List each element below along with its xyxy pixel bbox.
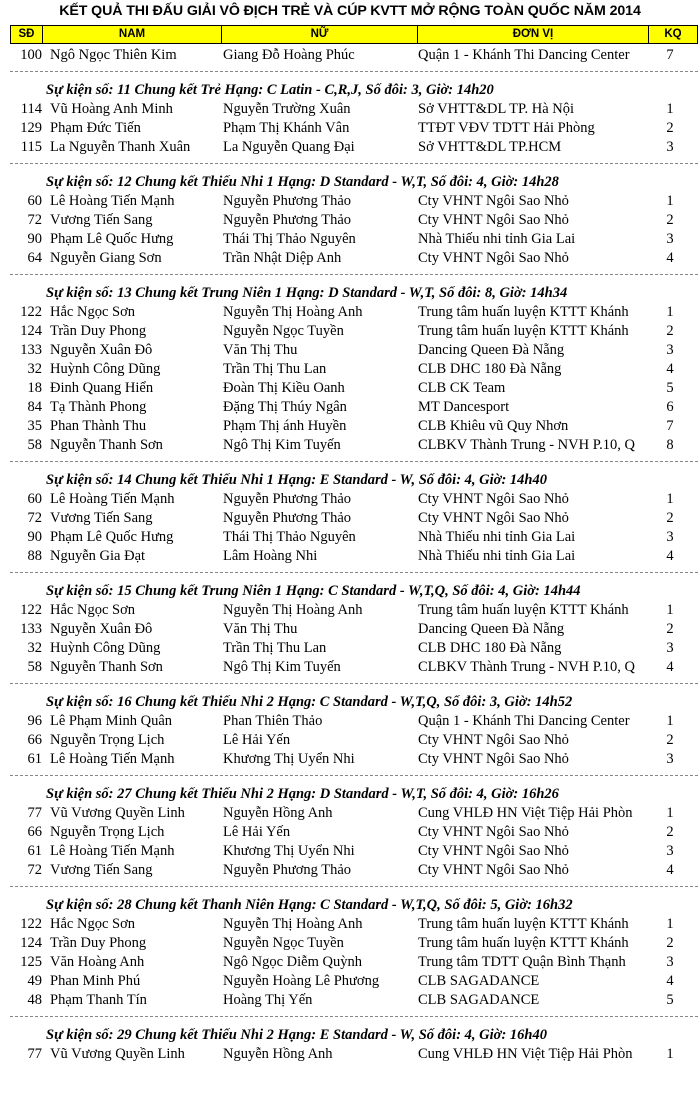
cell-nam: Tạ Thành Phong (50, 399, 147, 415)
cell-kq: 2 (666, 120, 674, 136)
header-donvi: ĐƠN VỊ (418, 26, 649, 43)
cell-kq: 4 (666, 659, 674, 675)
cell-nam: Nguyễn Thanh Sơn (50, 437, 163, 453)
cell-nam: Trần Duy Phong (50, 323, 147, 339)
table-row (10, 547, 698, 565)
header-nam: NAM (43, 26, 222, 43)
cell-donvi: Trung tâm huấn luyện KTTT Khánh (418, 602, 629, 618)
cell-nam: Nguyễn Giang Sơn (50, 250, 162, 266)
cell-kq: 3 (666, 139, 674, 155)
cell-sd: 61 (27, 843, 42, 859)
cell-sd: 60 (27, 491, 42, 507)
table-row (10, 490, 698, 508)
cell-sd: 61 (27, 751, 42, 767)
cell-donvi: Trung tâm TDTT Quận Bình Thạnh (418, 954, 626, 970)
cell-nu: Hoàng Thị Yến (223, 992, 313, 1008)
cell-kq: 1 (666, 101, 674, 117)
cell-kq: 3 (666, 843, 674, 859)
cell-nam: Vũ Vương Quyền Linh (50, 1046, 185, 1062)
cell-nam: Vương Tiến Sang (50, 862, 153, 878)
cell-nam: Lê Hoàng Tiến Mạnh (50, 193, 175, 209)
cell-sd: 32 (27, 640, 42, 656)
cell-nam: Vũ Hoàng Anh Minh (50, 101, 173, 117)
cell-nu: Nguyễn Hồng Anh (223, 1046, 333, 1062)
cell-donvi: Cty VHNT Ngôi Sao Nhỏ (418, 751, 569, 767)
table-header (10, 25, 698, 44)
cell-sd: 124 (20, 323, 42, 339)
cell-nu: La Nguyễn Quang Đại (223, 139, 355, 155)
cell-nam: Văn Hoàng Anh (50, 954, 145, 970)
cell-sd: 122 (20, 602, 42, 618)
cell-kq: 1 (666, 193, 674, 209)
cell-nam: Phan Minh Phú (50, 973, 141, 989)
cell-donvi: Trung tâm huấn luyện KTTT Khánh (418, 916, 629, 932)
cell-donvi: Cty VHNT Ngôi Sao Nhỏ (418, 193, 569, 209)
cell-kq: 2 (666, 323, 674, 339)
cell-nam: Hắc Ngọc Sơn (50, 916, 135, 932)
cell-donvi: CLB CK Team (418, 380, 506, 396)
section-divider (10, 572, 698, 573)
section-divider (10, 775, 698, 776)
cell-nam: Phạm Lê Quốc Hưng (50, 529, 174, 545)
table-row (10, 360, 698, 378)
cell-sd: 72 (27, 212, 42, 228)
cell-nu: Văn Thị Thu (223, 621, 298, 637)
cell-nam: Phạm Thanh Tín (50, 992, 147, 1008)
cell-nu: Nguyễn Hoàng Lê Phương (223, 973, 380, 989)
section-divider (10, 71, 698, 72)
cell-sd: 84 (27, 399, 42, 415)
cell-nu: Thái Thị Thảo Nguyên (223, 529, 356, 545)
table-row (10, 1045, 698, 1063)
table-row (10, 528, 698, 546)
cell-kq: 2 (666, 621, 674, 637)
cell-kq: 2 (666, 935, 674, 951)
table-row (10, 398, 698, 416)
event-heading: Sự kiện số: 29 Chung kết Thiếu Nhi 2 Hạng: E Standard - W, Số đôi: 4, Giờ: 16h40 (46, 1027, 547, 1043)
cell-donvi: CLB SAGADANCE (418, 992, 540, 1008)
cell-kq: 2 (666, 510, 674, 526)
event-heading: Sự kiện số: 27 Chung kết Thiếu Nhi 2 Hạng: D Standard - W,T, Số đôi: 4, Giờ: 16h26 (46, 786, 559, 802)
cell-kq: 3 (666, 640, 674, 656)
table-row (10, 138, 698, 156)
cell-nu: Nguyễn Hồng Anh (223, 805, 333, 821)
cell-nu: Nguyễn Ngọc Tuyền (223, 323, 344, 339)
cell-donvi: Sở VHTT&DL TP. Hà Nội (418, 101, 575, 117)
table-row (10, 192, 698, 210)
cell-donvi: Trung tâm huấn luyện KTTT Khánh (418, 323, 629, 339)
cell-kq: 1 (666, 916, 674, 932)
cell-nu: Đoàn Thị Kiều Oanh (223, 380, 345, 396)
cell-nu: Nguyễn Phương Thảo (223, 491, 352, 507)
cell-sd: 58 (27, 659, 42, 675)
cell-sd: 90 (27, 231, 42, 247)
cell-nam: Nguyễn Xuân Đô (50, 621, 153, 637)
cell-nu: Phạm Thị ánh Huyền (223, 418, 347, 434)
table-row (10, 953, 698, 971)
cell-sd: 122 (20, 916, 42, 932)
cell-donvi: Cty VHNT Ngôi Sao Nhỏ (418, 510, 569, 526)
cell-sd: 96 (27, 713, 42, 729)
cell-donvi: Trung tâm huấn luyện KTTT Khánh (418, 935, 629, 951)
table-row (10, 620, 698, 638)
cell-kq: 1 (666, 805, 674, 821)
cell-nu: Khương Thị Uyển Nhi (223, 843, 355, 859)
table-row (10, 379, 698, 397)
cell-nu: Lâm Hoàng Nhi (223, 548, 318, 564)
cell-nu: Nguyễn Phương Thảo (223, 193, 352, 209)
cell-kq: 3 (666, 342, 674, 358)
table-row (10, 100, 698, 118)
cell-nu: Trần Thị Thu Lan (223, 640, 327, 656)
cell-sd: 66 (27, 824, 42, 840)
cell-donvi: Cty VHNT Ngôi Sao Nhỏ (418, 843, 569, 859)
cell-kq: 5 (666, 992, 674, 1008)
section-divider (10, 163, 698, 164)
header-kq: KQ (664, 28, 682, 40)
table-row (10, 46, 698, 64)
cell-sd: 114 (20, 101, 42, 117)
cell-donvi: CLB DHC 180 Đà Nẵng (418, 640, 562, 656)
cell-nu: Khương Thị Uyển Nhi (223, 751, 355, 767)
table-row (10, 712, 698, 730)
event-heading: Sự kiện số: 13 Chung kết Trung Niên 1 Hạng: D Standard - W,T, Số đôi: 8, Giờ: 14h34 (46, 285, 568, 301)
cell-nu: Nguyễn Thị Hoàng Anh (223, 916, 363, 932)
cell-donvi: Sở VHTT&DL TP.HCM (418, 139, 562, 155)
table-row (10, 509, 698, 527)
cell-nu: Ngô Thị Kim Tuyến (223, 659, 341, 675)
cell-donvi: CLBKV Thành Trung - NVH P.10, Q (418, 659, 635, 675)
cell-kq: 3 (666, 231, 674, 247)
cell-sd: 49 (27, 973, 42, 989)
table-row (10, 934, 698, 952)
table-row (10, 249, 698, 267)
cell-nam: Phạm Đức Tiến (50, 120, 141, 136)
cell-nam: Nguyễn Gia Đạt (50, 548, 146, 564)
table-row (10, 303, 698, 321)
cell-sd: 88 (27, 548, 42, 564)
cell-sd: 77 (27, 1046, 42, 1062)
cell-sd: 125 (20, 954, 42, 970)
table-row (10, 915, 698, 933)
cell-sd: 100 (20, 47, 42, 63)
cell-kq: 4 (666, 973, 674, 989)
cell-nu: Nguyễn Phương Thảo (223, 862, 352, 878)
cell-donvi: Cung VHLĐ HN Việt Tiệp Hải Phòn (418, 805, 633, 821)
section-divider (10, 461, 698, 462)
cell-donvi: Cty VHNT Ngôi Sao Nhỏ (418, 732, 569, 748)
cell-sd: 48 (27, 992, 42, 1008)
cell-kq: 1 (666, 1046, 674, 1062)
cell-kq: 2 (666, 212, 674, 228)
cell-nam: Nguyễn Xuân Đô (50, 342, 153, 358)
section-divider (10, 683, 698, 684)
cell-nu: Ngô Thị Kim Tuyến (223, 437, 341, 453)
table-row (10, 861, 698, 879)
table-row (10, 658, 698, 676)
cell-nam: Huỳnh Công Dũng (50, 361, 161, 377)
event-heading: Sự kiện số: 11 Chung kết Trẻ Hạng: C Latin - C,R,J, Số đôi: 3, Giờ: 14h20 (46, 82, 494, 98)
cell-sd: 32 (27, 361, 42, 377)
cell-donvi: CLB DHC 180 Đà Nẵng (418, 361, 562, 377)
cell-kq: 4 (666, 250, 674, 266)
cell-nu: Nguyễn Phương Thảo (223, 510, 352, 526)
cell-sd: 66 (27, 732, 42, 748)
cell-donvi: Quận 1 - Khánh Thi Dancing Center (418, 47, 630, 63)
table-row (10, 842, 698, 860)
event-heading: Sự kiện số: 14 Chung kết Thiếu Nhi 1 Hạng: E Standard - W, Số đôi: 4, Giờ: 14h40 (46, 472, 547, 488)
cell-nam: Ngô Ngọc Thiên Kim (50, 47, 177, 63)
cell-nu: Phan Thiên Thảo (223, 713, 323, 729)
cell-nu: Văn Thị Thu (223, 342, 298, 358)
cell-nam: Nguyễn Trọng Lịch (50, 732, 165, 748)
cell-nam: Vũ Vương Quyền Linh (50, 805, 185, 821)
cell-kq: 3 (666, 751, 674, 767)
event-heading: Sự kiện số: 16 Chung kết Thiếu Nhi 2 Hạng: C Standard - W,T,Q, Số đôi: 3, Giờ: 14h52 (46, 694, 573, 710)
table-row (10, 211, 698, 229)
cell-donvi: Dancing Queen Đà Nẵng (418, 342, 565, 358)
cell-sd: 72 (27, 510, 42, 526)
cell-nam: Huỳnh Công Dũng (50, 640, 161, 656)
page-title: KẾT QUẢ THI ĐẤU GIẢI VÔ ĐỊCH TRẺ VÀ CÚP KVTT MỞ RỘNG TOÀN QUỐC NĂM 2014 (59, 3, 641, 19)
cell-nam: La Nguyễn Thanh Xuân (50, 139, 191, 155)
cell-donvi: CLB SAGADANCE (418, 973, 540, 989)
table-row (10, 991, 698, 1009)
cell-donvi: Nhà Thiếu nhi tỉnh Gia Lai (418, 529, 576, 545)
cell-nu: Nguyễn Trường Xuân (223, 101, 351, 117)
table-row (10, 804, 698, 822)
cell-sd: 90 (27, 529, 42, 545)
table-row (10, 731, 698, 749)
section-divider (10, 886, 698, 887)
table-row (10, 639, 698, 657)
cell-donvi: Trung tâm huấn luyện KTTT Khánh (418, 304, 629, 320)
cell-sd: 18 (27, 380, 42, 396)
cell-nam: Phan Thành Thu (50, 418, 147, 434)
cell-nam: Hắc Ngọc Sơn (50, 304, 135, 320)
table-row (10, 750, 698, 768)
cell-kq: 1 (666, 491, 674, 507)
cell-kq: 4 (666, 548, 674, 564)
cell-donvi: TTĐT VĐV TDTT Hải Phòng (418, 120, 595, 136)
cell-nam: Nguyễn Thanh Sơn (50, 659, 163, 675)
cell-donvi: Nhà Thiếu nhi tỉnh Gia Lai (418, 548, 576, 564)
cell-kq: 4 (666, 361, 674, 377)
cell-kq: 3 (666, 529, 674, 545)
cell-nam: Hắc Ngọc Sơn (50, 602, 135, 618)
cell-nu: Ngô Ngọc Diễm Quỳnh (223, 954, 362, 970)
cell-nu: Lê Hải Yến (223, 824, 291, 840)
cell-donvi: Quận 1 - Khánh Thi Dancing Center (418, 713, 630, 729)
table-row (10, 972, 698, 990)
event-heading: Sự kiện số: 28 Chung kết Thanh Niên Hạng: C Standard - W,T,Q, Số đôi: 5, Giờ: 16h32 (46, 897, 573, 913)
cell-sd: 129 (20, 120, 42, 136)
cell-kq: 2 (666, 824, 674, 840)
cell-nu: Nguyễn Thị Hoàng Anh (223, 602, 363, 618)
cell-donvi: Cty VHNT Ngôi Sao Nhỏ (418, 862, 569, 878)
cell-kq: 4 (666, 862, 674, 878)
table-row (10, 230, 698, 248)
header-sd: SĐ (11, 26, 43, 43)
cell-sd: 77 (27, 805, 42, 821)
cell-sd: 124 (20, 935, 42, 951)
cell-sd: 133 (20, 342, 42, 358)
event-heading: Sự kiện số: 12 Chung kết Thiếu Nhi 1 Hạng: D Standard - W,T, Số đôi: 4, Giờ: 14h28 (46, 174, 559, 190)
cell-nu: Đặng Thị Thúy Ngân (223, 399, 347, 415)
cell-nam: Lê Hoàng Tiến Mạnh (50, 491, 175, 507)
table-row (10, 823, 698, 841)
cell-kq: 6 (666, 399, 674, 415)
table-row (10, 417, 698, 435)
cell-nu: Nguyễn Ngọc Tuyền (223, 935, 344, 951)
cell-donvi: Cty VHNT Ngôi Sao Nhỏ (418, 212, 569, 228)
cell-kq: 1 (666, 602, 674, 618)
table-row (10, 119, 698, 137)
cell-donvi: Cung VHLĐ HN Việt Tiệp Hải Phòn (418, 1046, 633, 1062)
cell-nu: Trần Thị Thu Lan (223, 361, 327, 377)
cell-kq: 1 (666, 713, 674, 729)
cell-donvi: Dancing Queen Đà Nẵng (418, 621, 565, 637)
cell-sd: 60 (27, 193, 42, 209)
cell-nam: Nguyễn Trọng Lịch (50, 824, 165, 840)
cell-donvi: Cty VHNT Ngôi Sao Nhỏ (418, 491, 569, 507)
section-divider (10, 274, 698, 275)
cell-kq: 1 (666, 304, 674, 320)
cell-nu: Nguyễn Phương Thảo (223, 212, 352, 228)
cell-nu: Nguyễn Thị Hoàng Anh (223, 304, 363, 320)
cell-nu: Phạm Thị Khánh Vân (223, 120, 350, 136)
cell-sd: 115 (20, 139, 42, 155)
cell-nu: Thái Thị Thảo Nguyên (223, 231, 356, 247)
cell-kq: 7 (666, 418, 674, 434)
section-divider (10, 1016, 698, 1017)
table-row (10, 322, 698, 340)
cell-nu: Lê Hải Yến (223, 732, 291, 748)
cell-nu: Trần Nhật Diệp Anh (223, 250, 342, 266)
cell-nam: Vương Tiến Sang (50, 212, 153, 228)
cell-kq: 3 (666, 954, 674, 970)
table-row (10, 436, 698, 454)
event-heading: Sự kiện số: 15 Chung kết Trung Niên 1 Hạng: C Standard - W,T,Q, Số đôi: 4, Giờ: 14h44 (46, 583, 581, 599)
cell-nu: Giang Đỗ Hoàng Phúc (223, 47, 355, 63)
cell-donvi: CLBKV Thành Trung - NVH P.10, Q (418, 437, 635, 453)
cell-sd: 64 (27, 250, 42, 266)
cell-kq: 5 (666, 380, 674, 396)
cell-sd: 122 (20, 304, 42, 320)
cell-sd: 72 (27, 862, 42, 878)
cell-donvi: MT Dancesport (418, 399, 510, 415)
cell-nam: Phạm Lê Quốc Hưng (50, 231, 174, 247)
cell-kq: 2 (666, 732, 674, 748)
cell-kq: 7 (666, 47, 674, 63)
table-row (10, 341, 698, 359)
cell-donvi: Cty VHNT Ngôi Sao Nhỏ (418, 824, 569, 840)
cell-sd: 58 (27, 437, 42, 453)
table-row (10, 601, 698, 619)
cell-donvi: Cty VHNT Ngôi Sao Nhỏ (418, 250, 569, 266)
cell-nam: Trần Duy Phong (50, 935, 147, 951)
cell-nam: Lê Hoàng Tiến Mạnh (50, 751, 175, 767)
cell-kq: 8 (666, 437, 674, 453)
cell-nam: Vương Tiến Sang (50, 510, 153, 526)
cell-sd: 133 (20, 621, 42, 637)
cell-nam: Lê Phạm Minh Quân (50, 713, 173, 729)
cell-nam: Đinh Quang Hiển (50, 380, 154, 396)
cell-donvi: CLB Khiêu vũ Quy Nhơn (418, 418, 569, 434)
cell-nam: Lê Hoàng Tiến Mạnh (50, 843, 175, 859)
cell-sd: 35 (27, 418, 42, 434)
header-nu: NỮ (222, 26, 418, 43)
cell-donvi: Nhà Thiếu nhi tỉnh Gia Lai (418, 231, 576, 247)
